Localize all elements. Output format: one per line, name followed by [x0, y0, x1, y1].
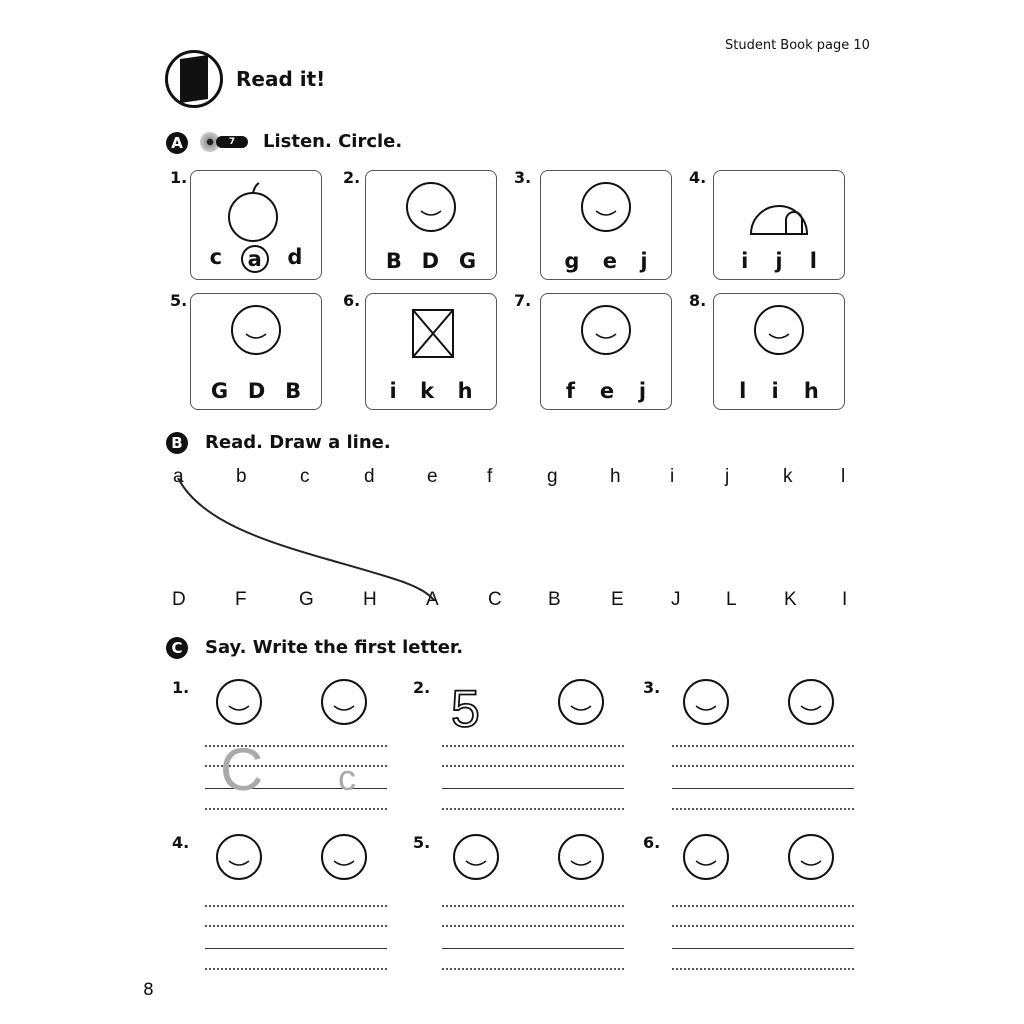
bottom-letter[interactable]: H [363, 589, 377, 610]
writing-line[interactable] [672, 948, 854, 949]
letter-choice[interactable]: h [803, 379, 819, 403]
writing-line[interactable] [205, 948, 387, 949]
bottom-letter[interactable]: L [726, 589, 737, 610]
girl-picture [205, 831, 273, 895]
section-b-badge: B [166, 432, 188, 454]
writing-line[interactable] [205, 905, 387, 907]
writing-line[interactable] [672, 765, 854, 767]
top-letter[interactable]: e [427, 466, 438, 487]
letter-choice[interactable]: B [285, 379, 302, 403]
bottom-letter[interactable]: J [671, 589, 681, 610]
item-number: 1. [172, 678, 190, 697]
section-a-instruction: Listen. Circle. [263, 131, 403, 152]
top-letter[interactable]: k [783, 466, 793, 487]
desk-picture [672, 831, 740, 895]
writing-line[interactable] [672, 968, 854, 970]
candy-picture [205, 676, 273, 740]
letter-choice[interactable]: a [241, 245, 269, 273]
top-letter[interactable]: l [841, 466, 846, 487]
bottom-letter[interactable]: F [235, 589, 247, 610]
bottom-letter[interactable]: I [842, 589, 848, 610]
dog-picture [777, 831, 845, 895]
letter-choice[interactable]: i [741, 249, 749, 273]
letter-choice[interactable]: l [809, 249, 817, 273]
hat-picture [442, 831, 510, 895]
top-letter[interactable]: a [173, 466, 184, 487]
section-c-badge: C [166, 637, 188, 659]
five-picture [442, 676, 510, 740]
item-number: 3. [514, 168, 532, 187]
traced-letter: c [338, 757, 356, 798]
item-number: 5. [170, 291, 188, 310]
writing-line[interactable] [442, 905, 624, 907]
cat-picture [310, 676, 378, 740]
item-number: 3. [643, 678, 661, 697]
letter-choice[interactable]: j [640, 249, 648, 273]
writing-line[interactable] [442, 808, 624, 810]
gorilla-picture [310, 831, 378, 895]
top-letter[interactable]: c [300, 466, 310, 487]
letter-choice[interactable]: k [420, 379, 435, 403]
top-letter[interactable]: g [547, 466, 558, 487]
page-title: Read it! [236, 67, 326, 91]
writing-line[interactable] [442, 765, 624, 767]
letter-choice[interactable]: l [739, 379, 747, 403]
writing-line[interactable] [442, 948, 624, 949]
letter-choice[interactable]: f [565, 379, 575, 403]
item-number: 5. [413, 833, 431, 852]
letter-choice[interactable]: G [458, 249, 477, 273]
item-number: 8. [689, 291, 707, 310]
section-b-instruction: Read. Draw a line. [205, 432, 391, 453]
top-letter[interactable]: d [364, 466, 375, 487]
writing-line[interactable] [442, 788, 624, 789]
bottom-letter[interactable]: K [784, 589, 797, 610]
section-a-badge: A [166, 132, 188, 154]
writing-line[interactable] [205, 808, 387, 810]
track-number: 7 [216, 136, 248, 148]
letter-choice[interactable]: g [564, 249, 580, 273]
writing-line[interactable] [672, 905, 854, 907]
letter-choice[interactable]: D [247, 379, 266, 403]
letter-choice[interactable]: B [385, 249, 402, 273]
item-number: 4. [689, 168, 707, 187]
bottom-letter[interactable]: G [299, 589, 314, 610]
bottom-letter[interactable]: B [548, 589, 561, 610]
top-letter[interactable]: j [725, 466, 730, 487]
writing-line[interactable] [205, 968, 387, 970]
letter-choice[interactable]: j [638, 379, 647, 403]
letter-choice[interactable]: d [287, 245, 303, 269]
bottom-letter[interactable]: E [611, 589, 624, 610]
bottom-letter[interactable]: D [172, 589, 186, 610]
item-number: 6. [643, 833, 661, 852]
writing-line[interactable] [672, 788, 854, 789]
bottom-letter[interactable]: A [426, 589, 439, 610]
student-book-reference: Student Book page 10 [725, 38, 870, 53]
writing-line[interactable] [672, 745, 854, 747]
item-number: 4. [172, 833, 190, 852]
top-letter[interactable]: f [487, 466, 493, 487]
letter-choice[interactable]: D [421, 249, 440, 273]
letter-choice[interactable]: G [210, 379, 229, 403]
fishbowl-picture [547, 676, 615, 740]
item-number: 1. [170, 168, 188, 187]
item-number: 2. [343, 168, 361, 187]
writing-line[interactable] [442, 925, 624, 927]
letter-choice[interactable]: h [457, 379, 473, 403]
book-picture [672, 676, 740, 740]
letter-choice[interactable]: j [775, 249, 783, 273]
section-c-instruction: Say. Write the first letter. [205, 637, 464, 658]
page-number: 8 [143, 980, 154, 1000]
writing-line[interactable] [442, 968, 624, 970]
traced-letter: C [220, 736, 264, 803]
bird-picture [777, 676, 845, 740]
item-number: 2. [413, 678, 431, 697]
item-number: 6. [343, 291, 361, 310]
letter-choice[interactable]: e [602, 249, 618, 273]
letter-choice[interactable]: i [389, 379, 397, 403]
writing-line[interactable] [672, 925, 854, 927]
top-letter[interactable]: h [610, 466, 621, 487]
writing-line[interactable] [672, 808, 854, 810]
writing-line[interactable] [205, 925, 387, 927]
letter-choice[interactable]: i [771, 379, 779, 403]
letter-choice[interactable]: c [209, 245, 223, 269]
hamster-picture [547, 831, 615, 895]
writing-line[interactable] [442, 745, 624, 747]
item-number: 7. [514, 291, 532, 310]
bottom-letter[interactable]: C [488, 589, 502, 610]
svg-text:5: 5 [450, 679, 480, 736]
top-letter[interactable]: i [670, 466, 675, 487]
top-letter[interactable]: b [236, 466, 247, 487]
letter-choice[interactable]: e [599, 379, 615, 403]
